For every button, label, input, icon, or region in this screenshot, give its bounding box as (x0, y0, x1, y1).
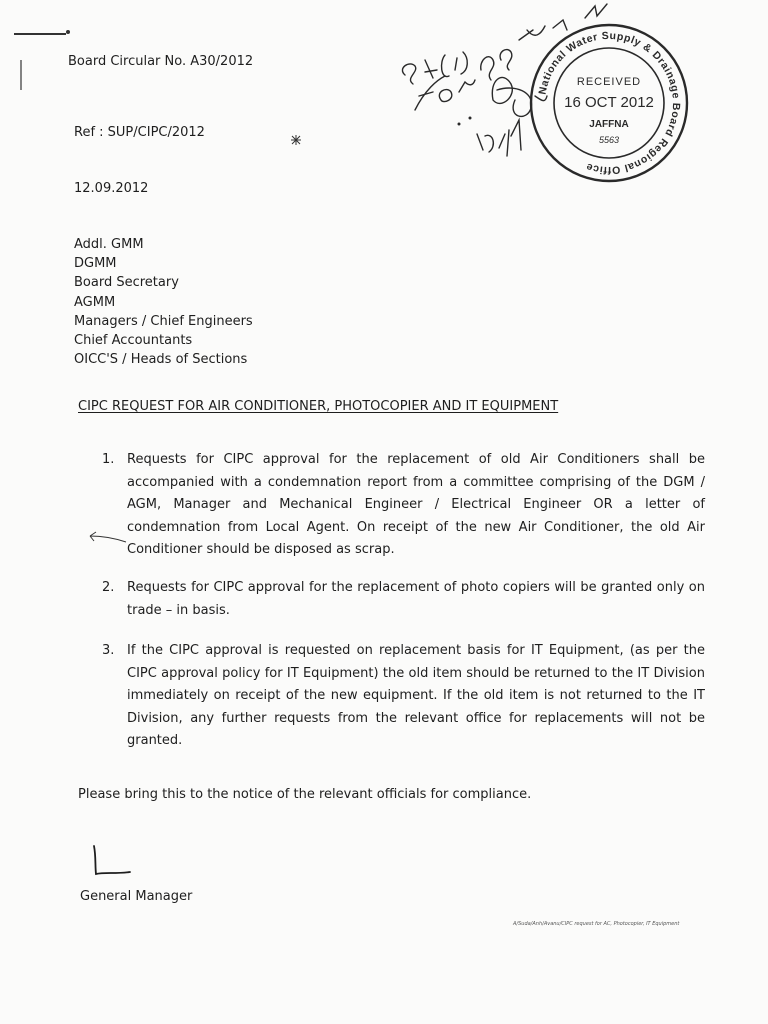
file-path-footnote: A/Suda/Anh/Avanu/CIPC request for AC, Photocopier, IT Equipment (513, 921, 680, 927)
item-number: 1. (102, 452, 115, 467)
item-text: Requests for CIPC approval for the replacement of photo copiers will be granted only on trade – in basis. (127, 580, 705, 618)
stamp-number: 5563 (598, 135, 620, 145)
addressee-item: Addl. GMM (74, 237, 144, 252)
item-text: If the CIPC approval is requested on replacement basis for IT Equipment, (as per the CIPC approval policy for IT Equipment) the old item should be returned to the IT Division immediately on receipt of the new equipment. If the old item is not returned to the IT Division, any further requests from the relevant office for replacements will not be granted. (127, 643, 705, 748)
stamp-ring-text: National Water Supply & Drainage Board Regional Office (536, 29, 683, 177)
addressee-item: OICC'S / Heads of Sections (74, 352, 248, 368)
stamp-place: JAFFNA (589, 119, 629, 130)
margin-arrow-mark (84, 530, 128, 548)
circular-title: CIPC REQUEST FOR AIR CONDITIONER, PHOTOCOPIER AND IT EQUIPMENT (78, 399, 559, 414)
signatory-title: General Manager (80, 889, 193, 904)
addressee-item: Managers / Chief Engineers (74, 313, 253, 329)
scan-mark-dot (66, 30, 70, 34)
addressee-item: DGMM (74, 256, 117, 272)
asterisk-mark (290, 134, 302, 146)
received-stamp (524, 18, 694, 188)
stamp-received-label: RECEIVED (576, 76, 642, 88)
stamp-date: 16 OCT 2012 (564, 94, 654, 111)
addressee-item: AGMM (74, 294, 116, 310)
letter-date: 12.09.2012 (74, 181, 149, 196)
item-number: 2. (102, 580, 115, 595)
reference: Ref : SUP/CIPC/2012 (74, 125, 205, 140)
closing-sentence: Please bring this to the notice of the relevant officials for compliance. (78, 787, 532, 802)
item-number: 3. (102, 643, 115, 658)
item-text: Requests for CIPC approval for the replacement of old Air Conditioners shall be accompanied with a condemnation report from a committee comprising of the DGM / AGM, Manager and Mechanical Engineer / Electrical Engineer OR a letter of condemnation from Local Agent. On receipt of the new Air Conditioner, the old Air Conditioner should be disposed as scrap. (127, 452, 705, 557)
addressee-item: Chief Accountants (74, 333, 193, 349)
addressee-item: Board Secretary (74, 275, 179, 291)
scan-mark-top (14, 33, 66, 35)
addressee-list (74, 235, 253, 369)
scan-mark-left (20, 60, 22, 90)
signature-mark (86, 842, 136, 882)
circular-number: Board Circular No. A30/2012 (68, 54, 254, 69)
